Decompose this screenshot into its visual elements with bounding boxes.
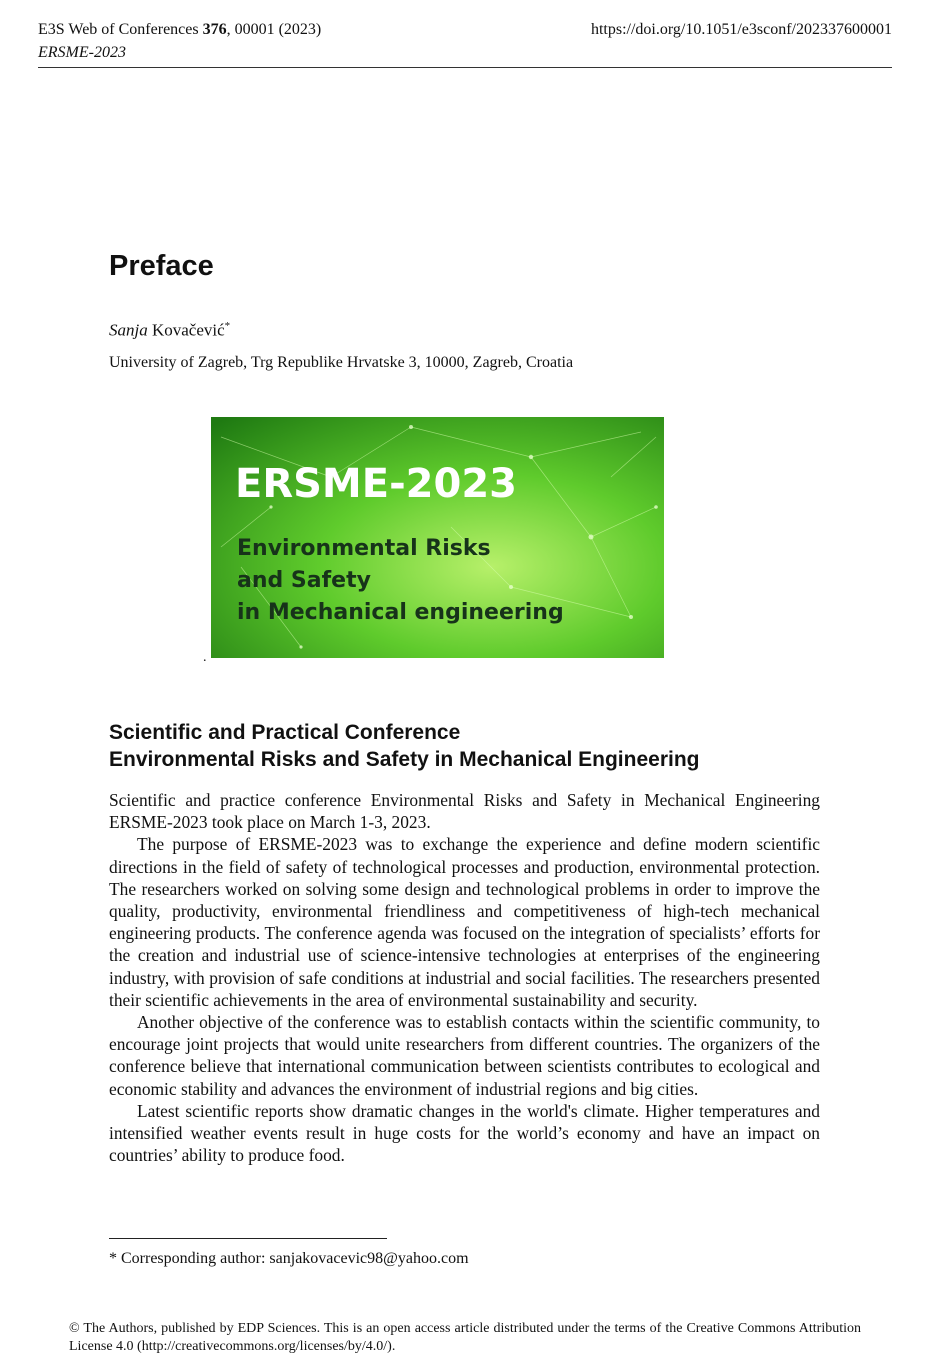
body-text [109, 789, 820, 1166]
footnote-rule [109, 1238, 387, 1239]
running-header-left [38, 18, 321, 64]
banner-heading: ERSME-2023 [235, 461, 517, 507]
license-notice: © The Authors, published by EDP Sciences. This is an open access article distributed under the terms of the Creative Commons Attribution License 4.0 (http://creativecommons.org/licenses/by/4.0/). [69, 1321, 861, 1354]
author-given-name: Sanja [109, 320, 148, 340]
paragraph: Latest scientific reports show dramatic changes in the world's climate. Higher temperatures and intensified weather events result in huge costs for the world’s economy and have an impact on countries’ ability to produce food. [109, 1100, 820, 1166]
section-heading-line-1: Scientific and Practical Conference [109, 721, 461, 744]
paper-title: Preface [109, 250, 214, 282]
banner-line-2: and Safety [237, 568, 371, 593]
paragraph: Another objective of the conference was to establish contacts within the scientific community, to encourage joint projects that would unite researchers from different countries. The organizers of the conference believe that international communication between scientists contributes to ecological and economic stability and advances the environment of industrial regions and big cities. [109, 1012, 820, 1099]
author-line [109, 320, 230, 341]
section-heading-line-2: Environmental Risks and Safety in Mechanical Engineering [109, 748, 700, 771]
conference-name: ERSME-2023 [38, 44, 126, 61]
journal-citation: E3S Web of Conferences 376, 00001 (2023) [38, 21, 322, 38]
footnote: * Corresponding author: sanjakovacevic98@yahoo.com [109, 1250, 469, 1267]
header-rule [38, 67, 892, 68]
stray-dot: . [203, 650, 207, 665]
banner-line-3: in Mechanical engineering [237, 600, 564, 625]
volume-number: 376 [202, 21, 227, 38]
paragraph: The purpose of ERSME-2023 was to exchange the experience and define modern scientific directions in the field of safety of technological processes and production, environmental protection. The researchers worked on solving some design and technological problems in order to improve the quality, productivity, environmental friendliness and competitiveness of high-tech mechanical engineering products. The conference agenda was focused on the integration of specialists’ efforts for the creation and industrial use of science-intensive technologies at enterprises of the engineering industry, with provision of safe conditions at industrial and social facilities. The researchers presented their scientific achievements in the area of environmental sustainability and security. [109, 834, 820, 1010]
affiliation: University of Zagreb, Trg Republike Hrvatske 3, 10000, Zagreb, Croatia [109, 354, 574, 371]
author-family-name: Kovačević [147, 320, 225, 340]
corresponding-mark: * [224, 320, 231, 332]
section-heading [109, 719, 829, 773]
paragraph: Scientific and practice conference Environmental Risks and Safety in Mechanical Engineering ERSME-2023 took place on March 1-3, 2023. [109, 790, 820, 833]
conference-banner-image [211, 417, 664, 658]
banner-line-1: Environmental Risks [237, 536, 491, 561]
doi-link[interactable]: https://doi.org/10.1051/e3sconf/202337600001 [590, 21, 892, 38]
